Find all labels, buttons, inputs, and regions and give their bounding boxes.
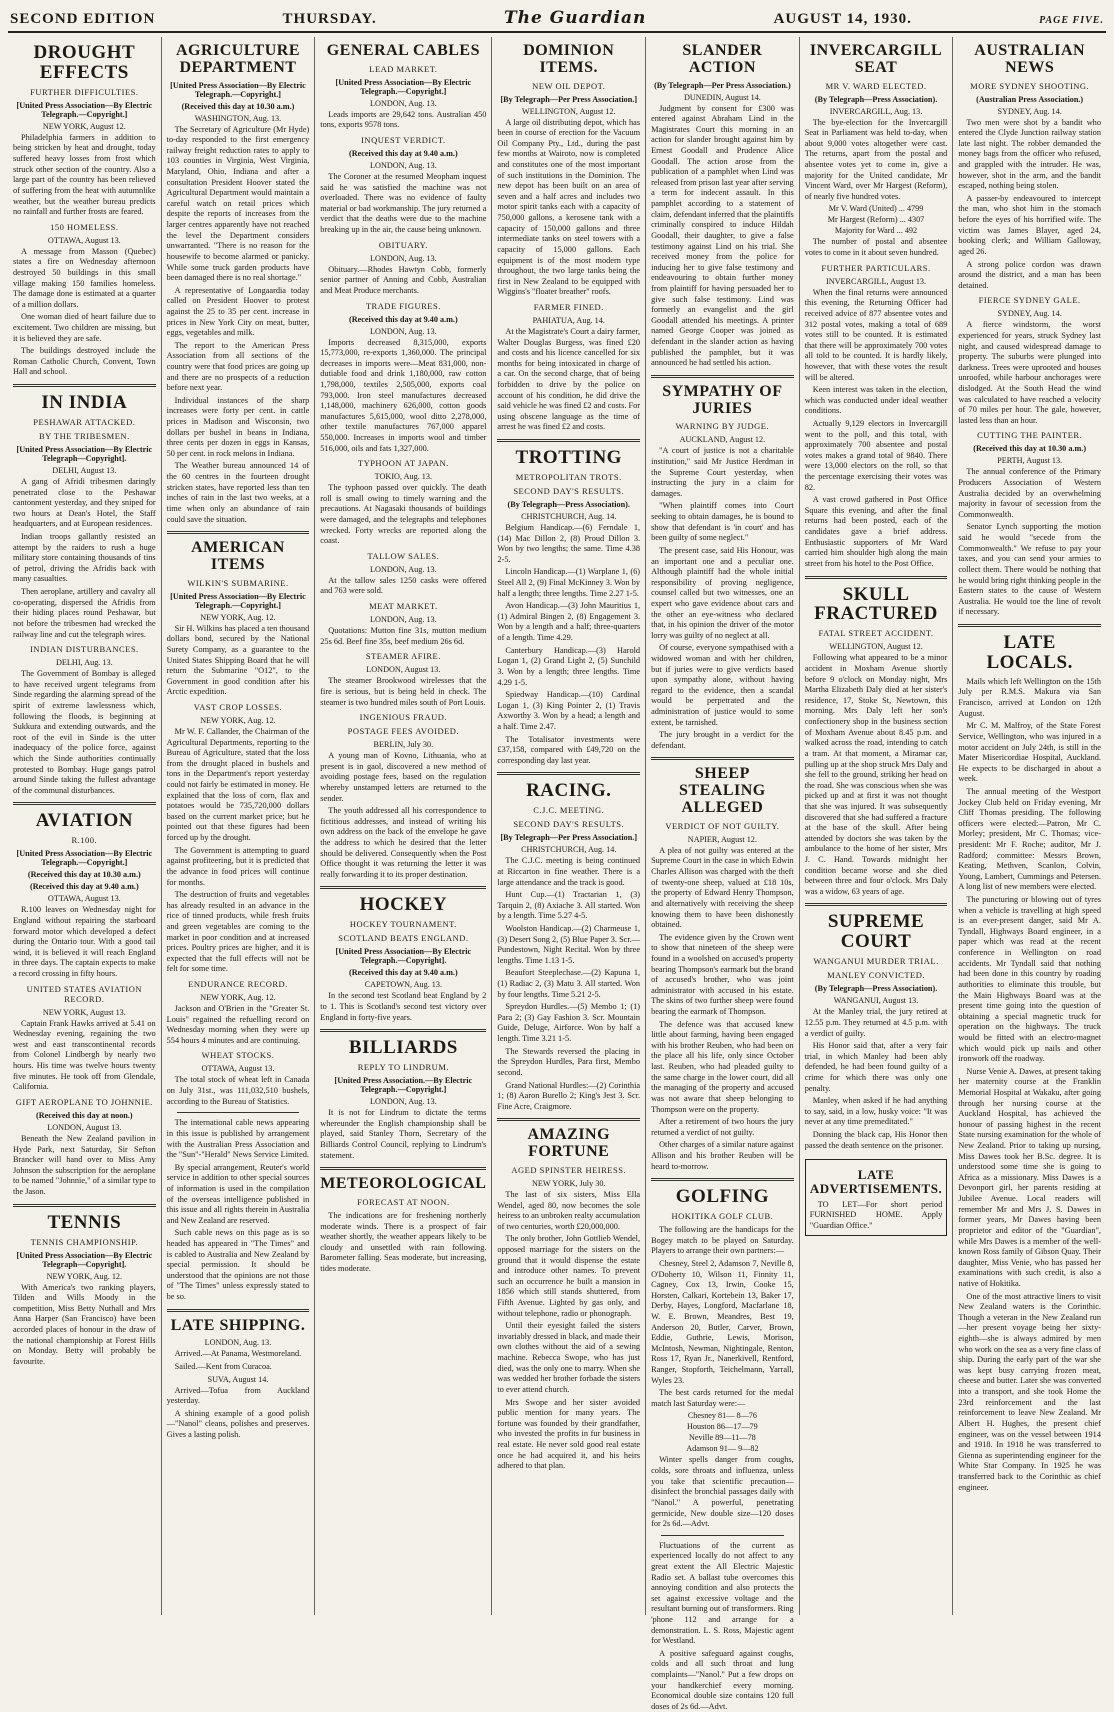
tennis-body: With America's two ranking players, Tilden and Wills Moody in the competition, Miss Betty Nuthall and Mrs Anna Harper (San Francisco) have been accorded places of honour in the draw of the national championship at Forest Hills on Monday. Betty will probably be favourite.: [13, 1282, 156, 1366]
australian-dateline: SYDNEY, Aug. 14.: [997, 106, 1062, 116]
divider: [497, 772, 640, 775]
column-2: [162, 37, 316, 1615]
shipping-dateline: LONDON, Aug. 13.: [204, 1338, 272, 1348]
cables-body3: Obituary.—Rhodes Hawtyn Cobb, formerly senior partner of Anning and Cobb, Australian and Meat Produce merchants.: [320, 264, 487, 295]
shipping-heading: LATE SHIPPING.: [170, 1316, 306, 1334]
aviation-body3: Beneath the New Zealand pavilion in Hyde Park, next Saturday, Sir Sefton Brancker will hand over to Miss Amy Johnson the subscription for the aeroplane to be named "Johnnie," of a similar type to the Jason.: [13, 1133, 156, 1196]
juries-sub: WARNING BY JUDGE.: [675, 421, 770, 432]
ad-body2: A positive safeguard against coughs, colds and all such throat and lung complaints—"Nanol." Put a few drops on your handkerchief every morning. Economical double size contains 120 full doses of 2s 6d.—Advt.: [651, 1648, 794, 1711]
supreme-sub2: MANLEY CONVICTED.: [827, 970, 925, 981]
aviation-received: (Received this day at 10.30 a.m.): [27, 870, 141, 880]
cables-body8: The steamer Brookwood wirelesses that the fire is serious, but is being held in check. The steamer is two hundred miles south of Port Louis.: [320, 676, 487, 707]
notice-body2: By special arrangement, Reuter's world service in addition to other special sources of information is used in the compilation of the overseas intelligence published in this issue and all rights therein in Australia and New Zealand are reserved.: [166, 1162, 310, 1225]
american-body2: Mr W. F. Callander, the Chairman of the Agricultural Departments, reporting to the Bureau of Agriculture, stated that the loss from the drought placed in bushels and tons in the Department's report yesterday could not fairly be estimated in money. He explained that the loss of corn, flax and potatoes would be 735,720,000 dollars based on the current market price; but he pointed out that these figures had been forced up by the drought.: [166, 727, 310, 843]
american-dateline3: NEW YORK, Aug. 12.: [200, 993, 276, 1003]
met-sub: FORECAST AT NOON.: [357, 1196, 450, 1207]
drought-sub2: 150 HOMELESS.: [50, 221, 119, 232]
late-ads-box: [805, 1159, 948, 1236]
golfing-sub: HOKITIKA GOLF CLUB.: [671, 1211, 774, 1222]
dominion-dateline2: PAHIATUA, Aug. 14.: [532, 315, 605, 325]
juries-body2: "When plaintiff comes into Court seeking to obtain damages, he is bound to show that defendant is 'in court' and has been guilty of some neglect.": [651, 501, 794, 543]
trotting-sub: METROPOLITAN TROTS.: [515, 471, 622, 482]
divider: [661, 1535, 784, 1536]
edition-label: SECOND EDITION: [10, 11, 156, 27]
australian-body6: Senator Lynch supporting the motion said he would "secede from the Commonwealth." We refuse to pay your taxes, and you can send your armies to collect them. There would be nothing that he would bring right thinking people in the Eastern states to the cause of Western Australia. He would toe the line of revolt if necessary.: [958, 522, 1101, 617]
invercargill-body6: A vast crowd gathered in Post Office Square this evening, and after the final returns had been posted, each of the candidates gave a brief address. Enthusiastic supporters of Mr Ward carried him shoulder high along the main street from his hotel to the Post Office.: [804, 495, 948, 568]
masthead: [8, 8, 1106, 33]
divider: [958, 624, 1101, 627]
cables-sub7: MEAT MARKET.: [369, 601, 438, 612]
agriculture-body4: Individual instances of the sharp increases were forty per cent. in cattle prices in Madison and Wisconsin, two dollars per bushel in beans in Indiana, three cents per dozen in eggs in Kansas, 50 per cent. in rock melons in Indiana.: [166, 395, 310, 458]
column-7: [953, 37, 1106, 1615]
australian-credit: (Australian Press Association.): [976, 94, 1084, 104]
billiards-dateline: LONDON, Aug. 13.: [370, 1097, 437, 1107]
sheep-body5: Other charges of a similar nature against Allison and his brother Reuben will be heard to-morrow.: [651, 1140, 794, 1171]
trotting-credit: (By Telegraph—Press Association).: [507, 499, 630, 509]
trotting-sub2: SECOND DAY'S RESULTS.: [513, 485, 625, 496]
page-number: PAGE FIVE.: [1039, 15, 1104, 26]
drought-body2: A message from Masson (Quebec) states a fire on Wednesday afternoon destroyed 50 buildings in this small village making 150 families homeless. The damage done is estimated at a quarter of a million dollars.: [13, 246, 156, 309]
american-body6: The total stock of wheat left in Canada on July 31st., was 111,032,510 bushels, according to the Bureau of Statistics.: [166, 1075, 310, 1106]
australian-body4: A fierce windstorm, the worst experienced for years, struck Sydney last night, and caused widespread damage to property. The suburbs were plunged into darkness. Trees were uprooted and houses unroofed, while harbour anchorages were dislodged. At the South Head the wind was calculated to have reached a velocity of 70 miles per hour. The gale, however, lasted less than an hour.: [958, 320, 1101, 425]
column-6: [800, 37, 954, 1615]
shipping-dateline2: SUVA, August 14.: [207, 1374, 269, 1384]
cables-sub9: INGENIOUS FRAUD.: [359, 712, 448, 723]
divider: [320, 1029, 486, 1032]
dominion-credit: [By Telegraph—Per Press Association.]: [500, 94, 638, 104]
divider: [320, 1167, 486, 1170]
vote-row: Mr Hargest (Reform) ... 4307: [827, 215, 925, 225]
skull-dateline: WELLINGTON, August 12.: [829, 642, 923, 652]
racing-body6: The Stewards reversed the placing in the Spreydon Hurdles, Para first, Membo second.: [497, 1046, 641, 1077]
dominion-sub2: FARMER FINED.: [533, 301, 604, 312]
australian-heading: AUSTRALIAN NEWS: [974, 42, 1086, 76]
column-3: [315, 37, 492, 1615]
agriculture-heading: AGRICULTURE DEPARTMENT: [175, 42, 300, 76]
aviation-credit: [United Press Association—By Electric Telegraph.—Copyright.]: [16, 849, 153, 868]
divider: [651, 757, 794, 760]
sheep-dateline: NAPIER, August 12.: [687, 834, 757, 844]
agriculture-received: (Received this day at 10.30 a.m.): [181, 101, 295, 111]
juries-dateline: AUCKLAND, August 12.: [679, 435, 766, 445]
american-dateline: NEW YORK, Aug. 12.: [200, 612, 276, 622]
cables-dateline4: LONDON, Aug. 13.: [370, 326, 437, 336]
racing-body7: Grand National Hurdles:—(2) Corinthia 1; (8) Aaron Burello 2; King's Jest 3. Scr. Fine Acre, Craigmore.: [497, 1080, 641, 1111]
racing-body: The C.J.C. meeting is being continued at Riccarton in fine weather. There is a large attendance and the track is good.: [497, 856, 641, 887]
agriculture-body5: The Weather bureau announced 14 of the 60 centres in the fourteen drought stricken states, have reported less than ten inches of rain in the last two weeks, at a time when only an abundance of rain could save the situation.: [166, 461, 310, 524]
tennis-credit: [United Press Association—By Electric Telegraph—Copyright].: [16, 1250, 153, 1269]
cables-body: Leads imports are 29,642 tons. Australian 450 tons, exports 9578 tons.: [320, 109, 487, 130]
locals-body2: Mr C. M. Malfroy, of the State Forest Service, Wellington, who was injured in a motor accident on July 24th, is still in the Mater Misericordiae Hospital, Auckland. He expects to be discharged in about a week.: [958, 721, 1101, 784]
australian-dateline3: PERTH, August 13.: [997, 456, 1063, 466]
american-dateline2: NEW YORK, Aug. 12.: [200, 716, 276, 725]
divider: [13, 802, 156, 805]
cables-dateline7: LONDON, Aug. 13.: [370, 615, 437, 625]
fortune-dateline: NEW YORK, July 30.: [532, 1178, 606, 1188]
hockey-sub2: SCOTLAND BEATS ENGLAND.: [338, 933, 469, 944]
invercargill-dateline2: INVERCARGILL, August 13.: [825, 276, 927, 286]
fortune-body4: Mrs Swope and her sister avoided public mention for many years. The fortune was founded by their grandfather, who invested the profits in fur business in real estate. He never sold good real estate once he had acquired it, and his heirs adhered to that plan.: [497, 1397, 641, 1471]
column-5: [646, 37, 800, 1711]
notice-body: The international cable news appearing in this issue is published by arrangement with the Australian Press Association and the "Sun"-"Herald" News Service Limited.: [166, 1118, 310, 1160]
sheep-sub: VERDICT OF NOT GUILTY.: [665, 820, 780, 831]
aviation-dateline2: NEW YORK, August 13.: [42, 1007, 126, 1017]
supreme-body2: His Honor said that, after a very fair trial, in which Manley had been ably defended, he had been found guilty of a crime for which there was only one penalty.: [804, 1041, 948, 1093]
dominion-body2: At the Magistrate's Court a dairy farmer, Walter Douglas Burgess, was fined £20 and costs and his licence cancelled for six months for being intoxicated in charge of a car. On the second charge, that of being forbidden to drive by the police on account of his condition, he did drive the said vehicle he was fined £2 and costs. For using obscene language as the time of arrest he was fined £2 and costs.: [497, 326, 641, 432]
day-label: THURSDAY.: [282, 11, 377, 27]
trotting-body4: Canterbury Handicap.—(3) Harold Logan 1, (2) Grand Light 2, (5) Sunchild 3. Won by a length; three lengths. Time 4.29 1-5.: [497, 645, 641, 687]
american-sub3: ENDURANCE RECORD.: [188, 979, 288, 990]
supreme-credit: (By Telegraph—Press Association).: [814, 984, 938, 994]
cables-body7: Quotations: Mutton fine 31s, mutton medium 25s 6d. Beef fine 35s, beef medium 26s 6d.: [320, 626, 487, 646]
fortune-body2: The only brother, John Gottlieb Wendel, opposed marriage for the sisters on the ground that it would dispense the estate and introduce other names. To prevent such an occurrence he built a mansion in 1856 which still stands shuttered, from Fifth Avenue. Lighted by gas only, and without telephone, radio or phonograph.: [497, 1234, 641, 1318]
drought-body4: The buildings destroyed include the Roman Catholic Church, Convent, Town Hall and school.: [13, 346, 156, 377]
divider: [13, 1204, 156, 1207]
cables-sub: LEAD MARKET.: [369, 63, 438, 74]
date-label: AUGUST 14, 1930.: [773, 11, 912, 27]
invercargill-body: The bye-election for the Invercargill Seat in Parliament was held to-day, when about 9,000 votes altogether were cast. The returns, apart from the postal and absentee votes yet to come in, give a majority for the United candidate, Mr Vincent Ward, over Mr Hargest (Reform), of nearly five hundred votes.: [804, 117, 948, 201]
slander-body: Judgment by consent for £300 was entered against Abraham Lind in the Magistrates Court this morning in an action for slander brought against him by Ernest Goodall and Prudence Alice Goodall. The action arose from the publication of a pamphlet when Lind was released from prison last year after serving a term for indecent assault. In this pamphlet according to a statement of claim, defendant inferred that the plaintiffs criminally conspired to induce Hildah Goodall, their daughter, to give a false testimony against Lind on his trial. She received money from the police for inducing her to give false testimony and endeavouring to obtain further money from plaintiff for having persuaded her to give such false testimony. Lind was formerly an evangelist and the girl Goodall attended his meetings. A printer named George Cooper was joined as defendant in the slander action as having published the pamphlet, but it was announced he had settled his action.: [651, 103, 794, 368]
aviation-dateline3: LONDON, August 13.: [47, 1122, 122, 1132]
golfing-body2: Chesney, Steel 2, Adamson 7, Neville 8, O'Doherty 10, Wilson 11, Finnity 11, Cagney, Cox 13, Irwin, Cooke 15, Horsten, Calkari, Kortebein 13, Baker 17, Derby, Hayes, Longford, Macfarlane 18, W. E. Brown, Meandres, Best 19, Anderson 20, Butler, Carver, Brown, Eddie, Guthrie, Lewis, Morison, McIntosh, Newman, Nightingale, Renton, Ross 17, Ryan Jr., Nanerkivell, Rentford, Ranger, Stopforth, Teichelmann, Yarrall, Wyles 23.: [651, 1258, 794, 1385]
slander-heading: SLANDER ACTION: [682, 42, 763, 76]
drought-body: Philadelphia farmers in addition to being stricken by heat and drought, today suffered heavy losses from frost which struck other section of the country. Also a large part of the country has been relieved of suffering from the heat with autumnlike weather, but the weather bureau predicts no rainfall and further frosts are feared.: [13, 132, 156, 217]
supreme-dateline: WANGANUI, August 13.: [833, 996, 919, 1006]
cables-body2: The Coroner at the resumed Meopham inquest said he was satisfied the machine was not overloaded. There was no evidence of faulty material or bad workmanship. The jury returned a verdict that the deaths were due to the machine breaking up in the air, the cause being unknown.: [320, 172, 487, 235]
sheep-body3: The defence was that accused knew little about farming, having been engaged with his brother Reuben, who had been on the place all his life, only since October last. Reuben, who had pleaded guilty to the same charge in the lower court, did all the managing of the property and accused was not aware that sheep belonging to Thompson were on the property.: [651, 1019, 794, 1114]
aviation-body2: Captain Frank Hawks arrived at 5.41 on Wednesday evening, regaining the two west and east transcontinental records from Colonel Lindbergh by nearly two hours. His time was twelve hours twenty five minutes. He took off from Glendale, California.: [13, 1018, 156, 1092]
racing-body4: Beaufort Steeplechase.—(2) Kapuna 1, (1) Radiac 2, (3) Matu 3. All started. Won by four lengths. Time 5.21 2-5.: [497, 968, 641, 999]
paper-title: The Guardian: [504, 8, 647, 28]
india-heading: IN INDIA: [41, 392, 128, 414]
juries-body3: The present case, said His Honour, was an important one and a peculiar one. Although plaintiff had the whole initial responsibility of proving negligence, counsel called but two witnesses, one an expert who gave evidence about cars and the other an eye-witness who declared that, in his opinion the driver of the motor lorry was guilty of no neglect at all.: [651, 545, 794, 640]
drought-credit: [United Press Association—By Electric Telegraph.—Copyright.]: [16, 100, 153, 119]
tennis-dateline: NEW YORK, Aug. 12.: [46, 1271, 123, 1281]
aviation-sub2: UNITED STATES AVIATION RECORD.: [26, 983, 143, 1004]
cables-dateline2: LONDON, Aug. 13.: [370, 161, 437, 171]
australian-body2: A passer-by endeavoured to intercept the man, who shot him in the stomach before the eyes of his horrified wife. The victim was James Blayer, aged 24, booking clerk; and William Galloway, aged 26.: [958, 193, 1101, 256]
juries-body4: Of course, everyone sympathised with a widowed woman and with her children, but if juries were to give verdicts based upon sympathy alone, without having regard to the evidence, then a scandal would be perpetrated and the administration of justice would to some extent, be tarnished.: [651, 643, 794, 727]
racing-dateline: CHRISTCHURCH, Aug. 14.: [521, 845, 617, 855]
fortune-sub: AGED SPINSTER HEIRESS.: [511, 1164, 627, 1175]
cables-sub4: TRADE FIGURES.: [365, 300, 441, 311]
cables-body6: At the tallow sales 1250 casks were offered and 763 were sold.: [320, 575, 487, 596]
aviation-dateline: OTTAWA, August 13.: [47, 894, 121, 904]
india-body3: Then aeroplane, artillery and cavalry all co-operating, dispersed the Afridis from their hiding places round Peshawar, but not before the tribesmen had wrecked the railway line and cut the telegraph wires.: [13, 587, 156, 639]
invercargill-dateline: INVERCARGILL, Aug. 13.: [829, 106, 923, 116]
hockey-dateline: CAPETOWN, Aug. 13.: [364, 980, 443, 990]
divider: [167, 1309, 310, 1312]
invercargill-body2: The number of postal and absentee votes to come in it about seven hundred.: [804, 237, 948, 258]
golfing-row: Neville 89—11—78: [688, 1433, 756, 1443]
sheep-heading: SHEEP STEALING ALLEGED: [679, 765, 766, 817]
drought-heading: DROUGHT EFFECTS: [33, 42, 136, 83]
hockey-sub: HOCKEY TOURNAMENT.: [349, 919, 457, 930]
cables-body10: The youth addressed all his correspondence to fictitious addresses, and instead of writing his own address on the back of the envelope he gave the address to which he desired that the letter should be delivered. Consequently when the Post Office thought it was returning the letter it was really forwarding it to its proper destination.: [320, 806, 487, 879]
drought-dateline2: OTTAWA, August 13.: [47, 235, 121, 245]
american-body4: The destruction of fruits and vegetables has already resulted in an advance in the rice of tinned products, while fresh fruits and green vegetables are coming to the market in poor condition and at increased prices. Poultry prices are higher, and it is expected that the full effects will not be felt for some time.: [166, 890, 310, 974]
india-body: A gang of Afridi tribesmen daringly penetrated close to the Peshawar cantonment yesterday, and they sniped for two hours at Dean's Hotel, the Staff headquarters, and at European residences.: [13, 477, 156, 529]
hockey-credit: [United Press Association—By Electric Telegraph.—Copyright].: [335, 947, 472, 966]
skull-body: Following what appeared to be a minor accident in Moxham Avenue shortly before 9 o'clock on Monday night, Mrs Martha Elizabeth Daly died at her sister's residence, 17, Stoke St, Newtown, this morning. Mrs Daly left her son's confectionery shop in the business section of Moxham Avenue about 8.45 p.m. and walked across the road, intending to catch a tram. At that moment, a Miramar car, pulling up at the shop struck Mrs Daly and she fell to the ground, striking her head on the road. She was conscious when she was picked up and at first it was not thought that she was injured. It was subsequently discovered that she had suffered a fracture at the base of the skull. After being attended by doctors she was taken by the ambulance to the home of her sister, Mrs J. C. Hand. Towards midnight her condition became worse and she died between three and four o'clock. Mrs Daly was a widow, 63 years of age.: [804, 653, 948, 896]
trotting-heading: TROTTING: [515, 447, 622, 469]
india-sub: PESHAWAR ATTACKED.: [33, 417, 136, 427]
hockey-received: (Received this day at 9.40 a.m.): [349, 968, 458, 978]
trotting-body6: The Totalisator investments were £37,158, compared with £49,720 on the corresponding day last year.: [497, 734, 641, 765]
locals-heading: LATE LOCALS.: [986, 631, 1073, 673]
ad-body: Fluctuations of the current as experienced locally do not affect to any great extent the All Electric Majestic Radio set. A ballast tube overcomes this annoying condition and also protects the set against excessive voltage and the resultant burning out of transformers. Ring 'phone 112 and arrange for a demonstration. L. S. Ross, Majestic agent for Westland.: [651, 1540, 794, 1646]
trotting-body5: Spiedway Handicap.—(10) Cardinal Logan 1, (3) King Pointer 2, (1) Travis Axworthy 3. Won by a head; a length and a half. Time 2.47.: [497, 690, 641, 731]
juries-heading: SYMPATHY OF JURIES: [662, 382, 783, 417]
australian-received: (Received this day at 10.30 a.m.): [973, 444, 1087, 454]
invercargill-body4: Keen interest was taken in the election, which was conducted under ideal weather conditions.: [804, 385, 948, 416]
india-dateline: DELHI, August 13.: [52, 466, 117, 475]
american-sub2: VAST CROP LOSSES.: [193, 702, 283, 712]
american-sub: WILKIN'S SUBMARINE.: [187, 577, 289, 588]
cables-sub10: POSTAGE FEES AVOIDED.: [347, 726, 460, 737]
divider: [805, 576, 948, 579]
juries-body5: The jury brought in a verdict for the defendant.: [651, 730, 794, 750]
divider: [320, 886, 486, 889]
dominion-heading: DOMINION ITEMS.: [523, 42, 615, 76]
agriculture-body2: A representative of Longaardia today called on President Hoover to protest against the 25 to 35 per cent. increase in prices in New York City on meat, butter, eggs, vegetables and milk.: [166, 285, 310, 338]
cables-dateline9: BERLIN, July 30.: [373, 740, 434, 750]
lateads-body: TO LET—For short period FURNISHED HOME. Apply "Guardian Office.": [809, 1199, 943, 1230]
cables-received2: (Received this day at 9.40 a.m.): [349, 314, 458, 324]
shipping-body3: Arrived—Tofua from Auckland yesterday.: [166, 1385, 310, 1406]
trotting-body2: Lincoln Handicap.—(1) Warplane 1, (6) Steel All 2, (9) Final McKinney 3. Won by half a length; three lengths. Time 2.27 1-5.: [497, 567, 641, 598]
fortune-heading: AMAZING FORTUNE: [527, 1126, 611, 1161]
australian-body3: A strong police cordon was drawn around the district, and a man has been detained.: [958, 259, 1101, 290]
cables-sub2: INQUEST VERDICT.: [361, 135, 446, 146]
american-dateline4: OTTAWA, August 13.: [201, 1064, 275, 1074]
cables-heading: GENERAL CABLES: [326, 42, 480, 59]
hockey-body: In the second test Scotland beat England by 2 to 1. This is Scotland's second test victory over England in forty-five years.: [320, 991, 487, 1022]
fortune-body: The last of six sisters, Miss Ella Wendel, aged 80, now becomes the sole heiress to an unbroken realty accumulation of two centuries, worth £20,000,000.: [497, 1189, 641, 1231]
american-body: Sir H. Wilkins has placed a ten thousand dollars bond, secured by the National Surety Company, as a guarantee to the United States Shipping Board that he will return the Submarine "O12", to the Government in good condition after his Arctic expedition.: [166, 623, 310, 697]
india-body4: The Government of Bombay is alleged to have received urgent telegrams from Sinde regarding the alarming spread of the spirit of extreme lawlessness which, following the floods, is beginning at Sukkura and extending outwards, and the root of the evil in Sinde is the utter inadequacy of the police force, against which the Sinde authorities continually protested to Bombay. Huge gangs patrol around Sinde taking the fullest advantage of the communal disturbances.: [13, 669, 156, 795]
column-4: [492, 37, 646, 1615]
column-1: [8, 37, 162, 1615]
met-heading: METEOROLOGICAL: [320, 1175, 487, 1193]
newspaper-page: [8, 8, 1106, 1711]
trotting-body3: Avon Handicap.—(3) John Mauritius 1, (1) Admiral Bingen 2, (8) Engagement 3. Won by a length and a half; three-quarters of a length. Time 4.29.: [497, 601, 641, 643]
dominion-dateline: WELLINGTON, August 12.: [521, 106, 616, 116]
cables-body9: A young man of Kovno, Lithuania, who at present is in gaol, discovered a new method of avoiding postage fees, based on the regulation whereby unstamped letters are returned to the sender.: [320, 751, 487, 803]
divider: [177, 1112, 300, 1113]
cables-sub3: OBITUARY.: [378, 239, 428, 250]
cables-dateline: LONDON, Aug. 13.: [370, 98, 437, 108]
india-dateline2: DELHI, Aug. 13.: [56, 658, 113, 668]
shipping-body2: Sailed.—Kent from Curacoa.: [174, 1362, 272, 1372]
cables-dateline3: LONDON, Aug. 13.: [370, 253, 437, 263]
columns: [8, 37, 1106, 1711]
india-credit: [United Press Association—By Electric Telegraph—Copyright].: [16, 445, 153, 463]
billiards-heading: BILLIARDS: [348, 1037, 458, 1059]
shipping-body4: A shining example of a good polish —"Nanol" cleans, polishes and preserves. Gives a lasting polish.: [166, 1408, 310, 1440]
cables-dateline5: TOKIO, Aug. 13.: [374, 472, 433, 482]
trotting-body: Belgium Handicap.—(6) Ferndale 1, (14) Mac Dillon 2, (8) Proud Dillon 3. Won by two lengths; the same. Time 4.38 2-5.: [497, 522, 641, 564]
skull-sub: FATAL STREET ACCIDENT.: [818, 628, 934, 639]
billiards-credit: [United Press Association.—By Electric Telegraph.—Copyright.]: [334, 1076, 473, 1095]
racing-sub: C.J.C. MEETING.: [533, 805, 605, 816]
racing-body5: Spreydon Hurdles.—(5) Membo 1; (1) Para 2; (3) Gay Fashion 3. Scr. Mountain Guide, Deluge, Airforce. Won by half a length. Time 3.21 1-5.: [497, 1002, 641, 1044]
racing-credit: [By Telegraph—Per Press Association.]: [500, 833, 638, 843]
golfing-row: Houston 86—17—79: [687, 1422, 758, 1432]
supreme-body4: Donning the black cap, His Honor then passed the death sentence on the prisoner.: [804, 1130, 948, 1150]
met-body: The indications are for freshening northerly moderate winds. There is a prospect of fair weather shortly, the weather appears likely to be cloudy and unsettled with rain following. Barometer falling. Seas moderate, but increasing, tides moderate.: [320, 1210, 487, 1274]
dominion-body: A large oil distributing depot, which has been in course of erection for the Vacuum Oil Company Pty., Ltd., during the past few months at Wairoto, now is completed and constitutes one of the most important of such institutions in the Dominion. The new depot has been built on an area of seven and a half acres and includes two motor spirit tanks each with a capacity of 750,000 gallons, a kerosene tank with a capacity of 150,000 gallons and three intermediate tanks on steel towers with a capacity of 15,000 gallons. Each equipment is of the most modern type throughout, the two large tanks being the first in New Zealand to be equipped with Wiggins's "floater breather" roofs.: [497, 117, 641, 297]
aviation-received3: (Received this day at noon.): [35, 1110, 133, 1120]
american-body5: Jackson and O'Brien in the "Greater St. Louis" regained the refuelling record on Wednesday morning when they were up 554 hours 4 minutes and are continuing.: [166, 1004, 310, 1045]
locals-body5: Nurse Venie A. Dawes, at present taking her maternity course at the Franklin Memorial Hospital at Wakaku, after going through her nursing course at the Auckland Hospital, has achieved the honour of passing highest in the recent State nursing examination for the whole of New Zealand. Prior to taking up nursing, Miss Dawes took her B.Sc. degree. It is understood some time she is going to Africa as a missionary. Miss Dawes is a Devonport girl, her parents residing at Jubilee Avenue. Local readers will remember Mr and Mrs J. S. Dawes in former years, Mr Dawes having been proprietor and editor of the "Guardian", while Mrs Dawes is a member of the well-known Ross family of Gibson Quay. Their daughter, Miss Venie, who has passed her examinations with such credit, is also a native of Hokitika.: [958, 1066, 1101, 1288]
invercargill-body5: Actually 9,129 electors in Invercargill went to the poll, and this total, with approximately 700 absentee and postal votes makes a grand total of 9840. There were 13,000 electors on the roll, so that the percentage exercising their votes was 82.: [804, 419, 948, 492]
racing-heading: RACING.: [526, 780, 612, 802]
golfing-heading: GOLFING: [675, 1186, 769, 1208]
divider: [651, 375, 794, 378]
racing-body3: Woolston Handicap.—(2) Charmeuse 1, (3) Desert Song 2, (5) Blue Paper 3. Scr.—Pundestown, Night Recital. Won by three lengths. Time 1.13 1-5.: [497, 923, 641, 965]
divider: [13, 384, 156, 387]
golfing-row: Chesney 81— 8—76: [687, 1411, 757, 1421]
india-sub3: INDIAN DISTURBANCES.: [29, 644, 139, 655]
cables-sub6: TALLOW SALES.: [367, 550, 440, 561]
australian-sub3: CUTTING THE PAINTER.: [977, 430, 1083, 441]
skull-heading: SKULL FRACTURED: [814, 583, 938, 625]
american-sub4: WHEAT STOCKS.: [201, 1050, 275, 1061]
agriculture-credit: [United Press Association—By Electric Telegraph.—Copyright.]: [170, 80, 306, 99]
india-sub2: BY THE TRIBESMEN.: [38, 431, 130, 441]
agriculture-dateline: WASHINGTON, Aug. 13.: [194, 113, 282, 123]
sheep-body: A plea of not guilty was entered at the Supreme Court in the case in which Edwin Charles Allison was charged with the theft of twenty-one sheep, valued at £18 10s, the property of Edward Henry Thompson, and alternatively with receiving the sheep knowing them to have been dishonestly obtained.: [651, 845, 794, 930]
invercargill-credit: (By Telegraph—Press Association).: [814, 94, 938, 104]
billiards-sub: REPLY TO LINDRUM.: [357, 1062, 450, 1073]
golfing-body: The following are the handicaps for the Bogey match to be played on Saturday. Players to arrange their own partners:—: [651, 1225, 794, 1256]
australian-body: Two men were shot by a bandit who entered the Clyde Junction railway station late last night. The robber demanded the money bags from the officer who refused, and grappled with the intruder. He was, however, shot in the arm, and the bandit escaped, nothing being stolen.: [958, 117, 1101, 191]
golfing-body3: The best cards returned for the medal match last Saturday were:—: [651, 1388, 794, 1408]
cables-body4: Imports decreased 8,315,000, exports 15,773,000, re-exports 1,360,000. The principal decreases in imports were—Meat 831,000, non-dutiable food and drink 1,180,000, raw cotton 1,798,000, textiles 2,505,000, exports coal 793,000. Iron steel manufactures decreased 1,148,000, machinery 626,000, cotton goods manufactures 5,615,000, wool ditto 2,278,000, other textile manufactures 767,000 apparel 550,000. Increases in imports wool and timber 516,000, oils and fats 1,327,000.: [320, 337, 487, 453]
australian-dateline2: SYDNEY, Aug. 14.: [997, 309, 1062, 319]
vote-row: Majority for Ward ... 492: [834, 226, 918, 236]
cables-sub5: TYPHOON AT JAPAN.: [357, 458, 449, 469]
supreme-body: At the Manley trial, the jury retired at 12.55 p.m. They returned at 4.5 p.m. with a verdict of guilty.: [804, 1007, 948, 1038]
invercargill-body3: When the final returns were announced this evening, the Returning Officer had received advice of 877 absentee votes and 312 postal votes, making a total of 689 votes still to be counted. It is estimated that there will be approximately 700 votes all told to be counted. It is hardly likely, however, that with these votes the result will be altered.: [804, 287, 948, 382]
american-body3: The Government is attempting to guard against profiteering, but it is predicted that the advance in food prices will continue for months.: [166, 845, 310, 887]
sheep-body4: After a retirement of two hours the jury returned a verdict of not guilty.: [651, 1117, 794, 1137]
golfing-body4: Winter spells danger from coughs, colds, sore throats and influenza, unless you take that scientific precaution—disinfect the bronchial passages daily with "Nanol." A powerful, penetrating germicide, New double size—120 doses for 2s 6d.—Advt.: [651, 1455, 794, 1529]
locals-body: Mails which left Wellington on the 15th July per R.M.S. Makura via San Francisco, arrived at London on 12th August.: [958, 676, 1101, 718]
divider: [167, 531, 310, 534]
locals-body6: One of the most attractive liners to visit New Zealand waters is the Corinthic. Though a veteran in the New Zealand run—her present voyage being her sixty-eighth—she is always admired by men who work on the sea as a very fine class of ship. During the early part of the war she was kept busy carrying frozen meat, cheese and butter. Later she was converted into a transport, and she took Home the 23rd reinforcement and the last reinforcement to leave New Zealand. Mr Albert H. Hughes, the present chief engineer, was on the vessel between 1914 and 1918. In 1918 he was transferred to Gienna as superintending engineer for the White Star Company. In 1925 he was transferred back to the Corinthic as chief engineer.: [958, 1291, 1101, 1492]
australian-body5: The annual conference of the Primary Producers Association of Western Australia decided by an overwhelming majority in favour of secession from the Commonwealth.: [958, 467, 1101, 519]
aviation-sub3: GIFT AEROPLANE TO JOHNNIE.: [15, 1096, 153, 1107]
supreme-heading: SUPREME COURT: [827, 911, 925, 953]
cables-dateline6: LONDON, Aug. 13.: [370, 564, 437, 574]
american-heading: AMERICAN ITEMS: [191, 539, 285, 573]
invercargill-sub2: FURTHER PARTICULARS.: [821, 262, 931, 273]
aviation-received2: (Received this day at 9.40 a.m.): [29, 882, 139, 892]
india-body2: Indian troops gallantly resisted an attempt by the raiders to rush a huge military store containing thousands of tins of petrol, driving the Afridis back with many casualties.: [13, 532, 156, 584]
slander-credit: (By Telegraph—Per Press Association.): [654, 80, 791, 90]
racing-body2: Hunt Cup.—(1) Tractarian 1, (3) Tarquin 2, (8) Axiache 3. All started. Won by a length. Time 5.27 4-5.: [497, 890, 641, 921]
aviation-body: R.100 leaves on Wednesday night for England without repairing the starboard forward motor which developed a defect during the Ontario tour. With a good tail wind, it is believed it will reach England in three days. The captain expects to make a record crossing in fifty hours.: [13, 905, 156, 979]
american-credit: [United Press Association—By Electric Telegraph.—Copyright.]: [170, 591, 306, 610]
lateads-heading: LATE ADVERTISEMENTS.: [809, 1167, 943, 1196]
divider: [805, 903, 948, 906]
drought-sub: FURTHER DIFFICULTIES.: [30, 86, 139, 97]
slander-dateline: DUNEDIN, August 14.: [683, 92, 761, 102]
invercargill-heading: INVERCARGILL SEAT: [809, 42, 943, 76]
drought-dateline: NEW YORK, August 12.: [42, 121, 126, 131]
billiards-body: It is not for Lindrum to dictate the terms whereunder the English championship shall be played, said Stanley Thorn, Secretary of the Billiards Control Council, replying to Lindrum's statement.: [320, 1108, 487, 1160]
australian-sub: MORE SYDNEY SHOOTING.: [970, 80, 1090, 91]
cables-credit: [United Press Association—By Electric Telegraph.—Copyright.]: [335, 77, 472, 96]
supreme-sub: WANGANUI MURDER TRIAL.: [813, 956, 939, 967]
sheep-body2: The evidence given by the Crown went to show that nineteen of the sheep were found in a woolshed on accused's property bearing Thompson's earmark but the brand of accused's brother, who was joint administrator with accused in his estate. The skins of two further sheep were found bearing the earmark of Thompson.: [651, 932, 794, 1017]
cables-body5: The typhoon passed over quickly. The death roll is small owing to timely warning and the precautions. At Nagasaki thousands of buildings were damaged, and the telegraphs and telephones wrecked. Forty wrecks are reported along the coast.: [320, 483, 487, 546]
locals-body3: The annual meeting of the Westport Jockey Club held on Friday evening, Mr Cliff Thomas presiding. The following officers were elected:—Patron, Mr C. Morley; president, Mr C. Thomas; vice-president: Mr F. Roche; auditor, Mr J. Radford; committee: Messrs Brown, Keating, Methven, Scanlon, Colvin, Young, Lambert, Cummings and Petersen. A long list of new members were elected.: [958, 786, 1101, 892]
racing-sub2: SECOND DAY'S RESULTS.: [513, 819, 625, 830]
vote-row: Mr V. Ward (United) ... 4799: [828, 204, 924, 214]
agriculture-body: The Secretary of Agriculture (Mr Hyde) to-day responded to the first emergency railway freight reduction rates to apply to 103 counties in Virginia, West Virginia, Maryland, Ohio, Indiana and after a consultation President Hoover stated the Agricultural Department would maintain a careful watch on retail prices which despite the reports of increases from the larger centres apparently have not reached the level the Department considers unwarranted. "There is no reason for the housewife to become alarmed or panicky. While some truck garden products have been damaged there is no real shortage.": [166, 124, 310, 283]
drought-body3: One woman died of heart failure due to excitement. Two children are missing, but it is believed they are safe.: [13, 312, 156, 343]
aviation-heading: AVIATION: [35, 810, 133, 832]
divider: [651, 1178, 794, 1181]
shipping-body: Arrived.—At Panama, Westmoreland.: [174, 1349, 302, 1359]
tennis-heading: TENNIS: [47, 1211, 122, 1233]
australian-sub2: FIERCE SYDNEY GALE.: [978, 295, 1081, 306]
cables-dateline8: LONDON, August 13.: [366, 665, 441, 675]
juries-body: "A court of justice is not a charitable institution," said Mr Justice Herdman in the Supreme Court yesterday, when instructing the jury in a claim for damages.: [651, 446, 794, 498]
tennis-sub: TENNIS CHAMPIONSHIP.: [30, 1236, 138, 1247]
invercargill-sub: MR V. WARD ELECTED.: [825, 80, 927, 91]
cables-sub8: STEAMER AFIRE.: [365, 651, 441, 662]
notice-body3: Such cable news on this page as is so headed has appeared in "The Times" and is cabled to Australia and New Zealand by special permission. It should be understood that the opinions are not those of "The Times" unless expressly stated to be so.: [166, 1228, 310, 1302]
aviation-sub: R.100.: [71, 835, 98, 846]
cables-received: (Received this day at 9.40 a.m.): [349, 149, 458, 159]
agriculture-body3: The report to the American Press Association from all sections of the country were that food prices are going up and there are no prospects of a reduction before next year.: [166, 340, 310, 393]
dominion-sub: NEW OIL DEPOT.: [532, 80, 606, 91]
divider: [497, 439, 640, 442]
trotting-dateline: CHRISTCHURCH, Aug. 14.: [521, 511, 617, 521]
locals-body4: The puncturing or blowing out of tyres when a vehicle is travelling at high speed is an ever-present danger, said Mr A. Tyndall, Highways Board engineer, in a paper which was read at the recent conference in Wellington on road accidents. Mr Tyndall said that nothing had been done in this country by roading authorities to eliminate this trouble, but the Main Highways Board was at the present time going into the question of obtaining a special magnetic truck for operation on the highways. The truck would be fitted with an electro-magnet which would pick up nails and other ironwork off the roadway.: [958, 895, 1101, 1064]
hockey-heading: HOCKEY: [359, 894, 448, 916]
fortune-body3: Until their eyesight failed the sisters invariably dressed in black, and made their own clothes without the aid of a sewing machine. Rebecca Swope, who has just died, was the only one to marry. When she was wedded her brother forbade the sisters to ever attend church.: [497, 1321, 641, 1394]
golfing-row: Adamson 91— 9—82: [686, 1444, 759, 1454]
divider: [497, 1118, 640, 1121]
supreme-body3: Manley, when asked if he had anything to say, said, in a low, husky voice: "It was never at any time premeditated.": [804, 1096, 948, 1127]
